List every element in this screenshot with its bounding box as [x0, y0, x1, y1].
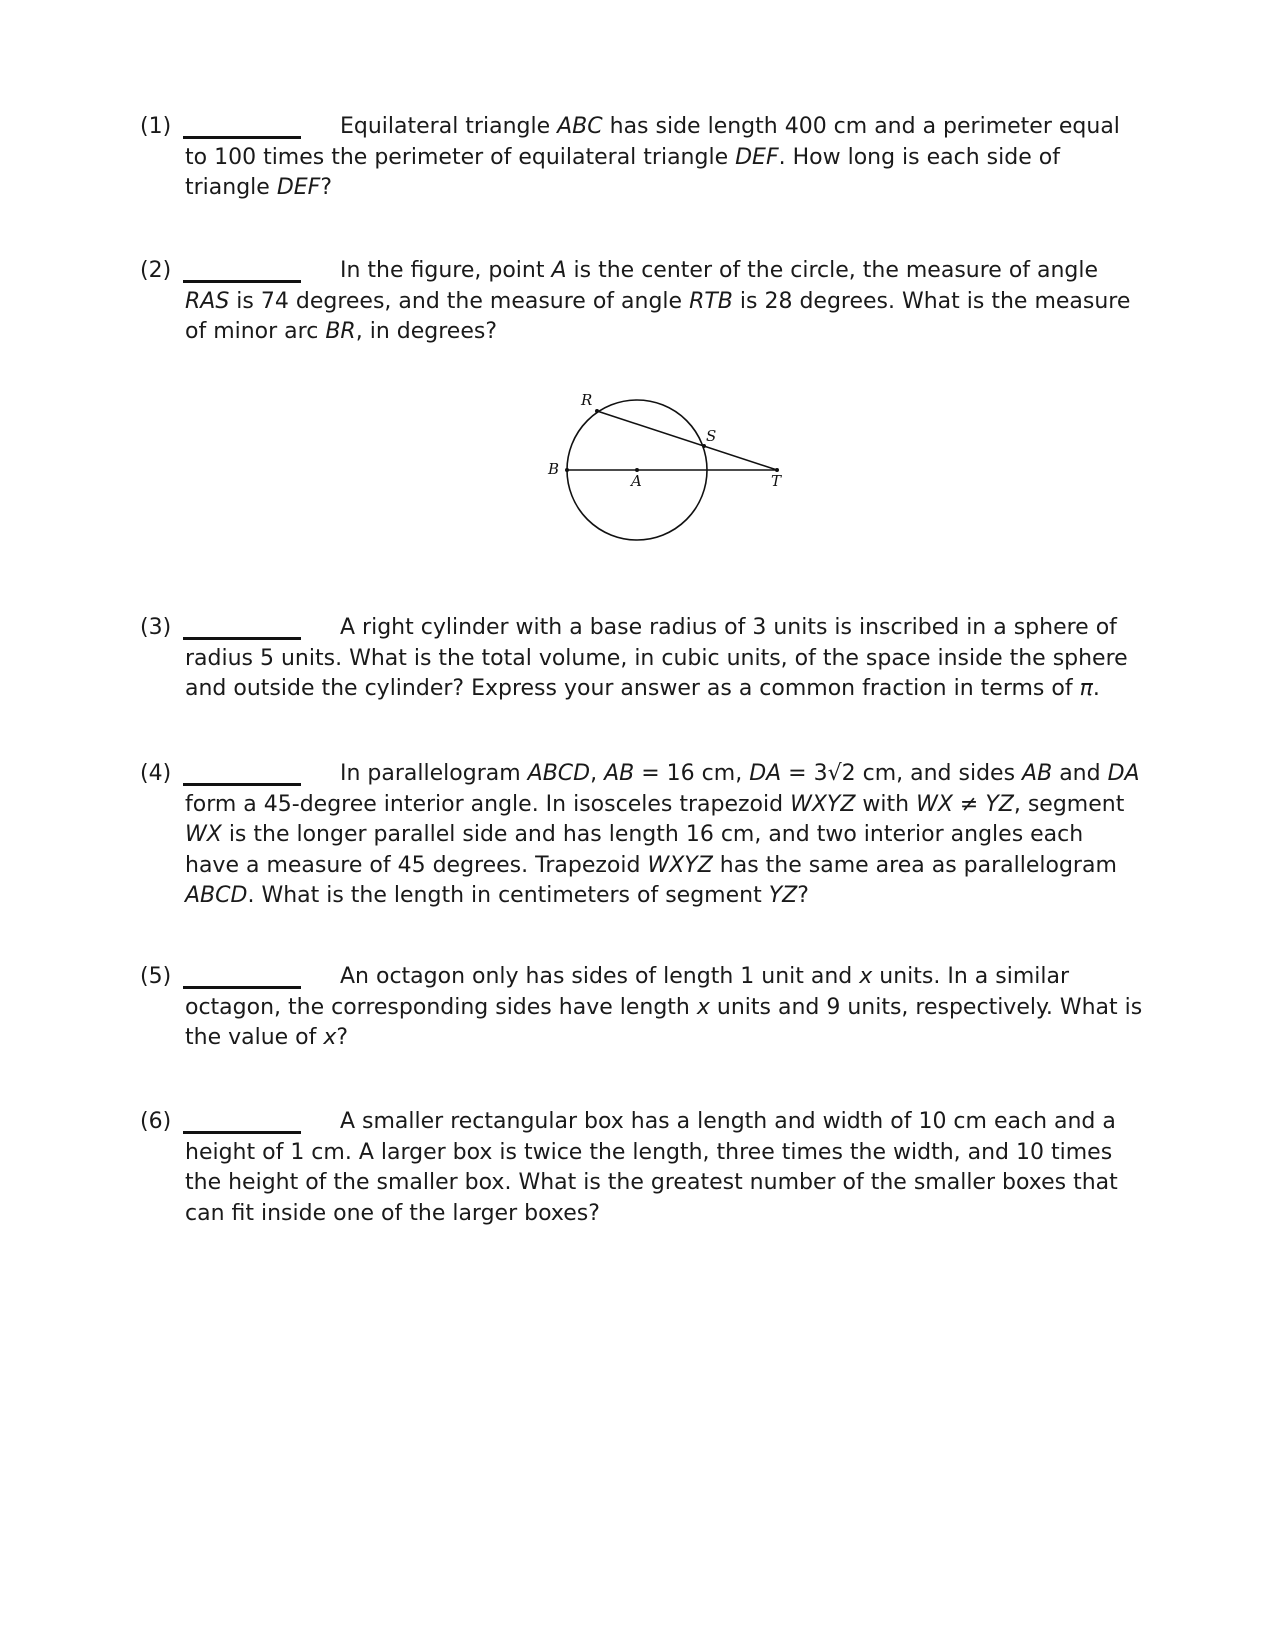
label-T: T [771, 472, 782, 490]
label-S: S [706, 427, 717, 445]
text-run: and [1052, 761, 1108, 786]
text-run: has the same area as parallelogram [712, 852, 1117, 878]
problem-number: (3) [140, 615, 172, 640]
text-run: . How long is each side of triangle [185, 144, 1060, 200]
text-run: has side length 400 cm and a perimeter equal to 100 times the perimeter of equilateral triangle [185, 114, 1120, 170]
problem-text [185, 962, 1143, 1054]
math-variable: DA [749, 761, 782, 786]
text-run: is the center of the circle, the measure of angle [566, 258, 1099, 283]
math-variable: x [323, 1025, 337, 1050]
math-variable: x [859, 964, 873, 989]
secant-line-RT [597, 411, 777, 470]
text-run: = 16 cm, [634, 761, 750, 786]
problem-text [185, 1107, 1143, 1229]
text-run: units. In a similar octagon, the corresponding sides have length [185, 964, 1070, 1020]
text-run: , segment [1013, 791, 1125, 817]
text-run: form a 45-degree interior angle. In isosceles trapezoid [185, 791, 791, 817]
math-variable: ABCD [185, 883, 248, 908]
problem-number: (4) [140, 761, 172, 786]
text-run: ? [320, 175, 333, 200]
math-variable: DEF [276, 175, 321, 200]
problem-text [185, 759, 1143, 912]
text-run: is the longer parallel side and has length 16 cm, and two interior angles each have a measure of 45 degrees. Trapezoid [185, 822, 1084, 878]
problem-number: (1) [140, 114, 172, 139]
math-variable: A [551, 258, 567, 283]
text-run: , [590, 761, 605, 786]
math-variable: DA [1107, 761, 1140, 786]
math-variable: x [696, 994, 710, 1020]
text-run: A smaller rectangular box has a length and width of 10 cm each and a height of 1 cm. A larger box is twice the length, three times the width, and 10 times the height of the smaller box. What is the greatest number of the smaller boxes that can fit inside one of the larger boxes? [185, 1109, 1118, 1226]
text-run: units and 9 units, respectively. What is the value of [185, 994, 1143, 1050]
math-variable: YZ [768, 883, 798, 908]
label-R: R [581, 391, 593, 409]
label-B: B [548, 460, 560, 478]
text-run: ? [336, 1025, 349, 1050]
text-run: An octagon only has sides of length 1 unit and [340, 964, 860, 989]
text-run: In parallelogram [340, 761, 528, 786]
text-run: Equilateral triangle [340, 114, 558, 139]
text-run: . What is the length in centimeters of segment [247, 883, 769, 908]
problem-number: (5) [140, 964, 172, 989]
math-variable: π [1079, 676, 1093, 701]
text-run: . [1092, 676, 1100, 701]
text-run: is 28 degrees. What is the measure of minor arc [185, 288, 1131, 344]
text-run: In the figure, point [340, 258, 552, 283]
math-variable: RTB [689, 288, 733, 314]
math-variable: ABC [557, 114, 603, 139]
problem-number: (2) [140, 258, 172, 283]
text-run: ? [797, 883, 809, 908]
text-run: is 74 degrees, and the measure of angle [229, 288, 690, 314]
math-variable: WX [185, 822, 222, 847]
circle-figure [535, 388, 795, 548]
math-variable: DEF [735, 144, 779, 170]
point-B [565, 468, 569, 472]
text-run: = 3√2 cm, and sides [781, 761, 1023, 786]
text-run: ≠ [952, 791, 986, 817]
problem-text [185, 613, 1143, 705]
label-A: A [631, 472, 642, 490]
math-variable: AB [604, 761, 635, 786]
text-run: A right cylinder with a base radius of 3 units is inscribed in a sphere of radius 5 units. What is the total volume, in cubic units, of the space inside the sphere and outside the cylinder? Express your answer as a common fraction in terms of [185, 615, 1128, 701]
math-variable: RAS [185, 288, 230, 314]
problem-text [185, 112, 1143, 204]
math-variable: ABCD [527, 761, 591, 786]
problem-text [185, 256, 1143, 348]
math-variable: YZ [985, 791, 1014, 817]
problem-number: (6) [140, 1109, 172, 1134]
math-variable: WX [916, 791, 953, 817]
math-variable: WXYZ [647, 852, 713, 878]
math-variable: AB [1022, 761, 1053, 786]
text-run: , in degrees? [355, 319, 497, 344]
math-variable: BR [325, 319, 356, 344]
point-R [595, 409, 599, 413]
math-variable: WXYZ [790, 791, 856, 817]
text-run: with [855, 791, 917, 817]
